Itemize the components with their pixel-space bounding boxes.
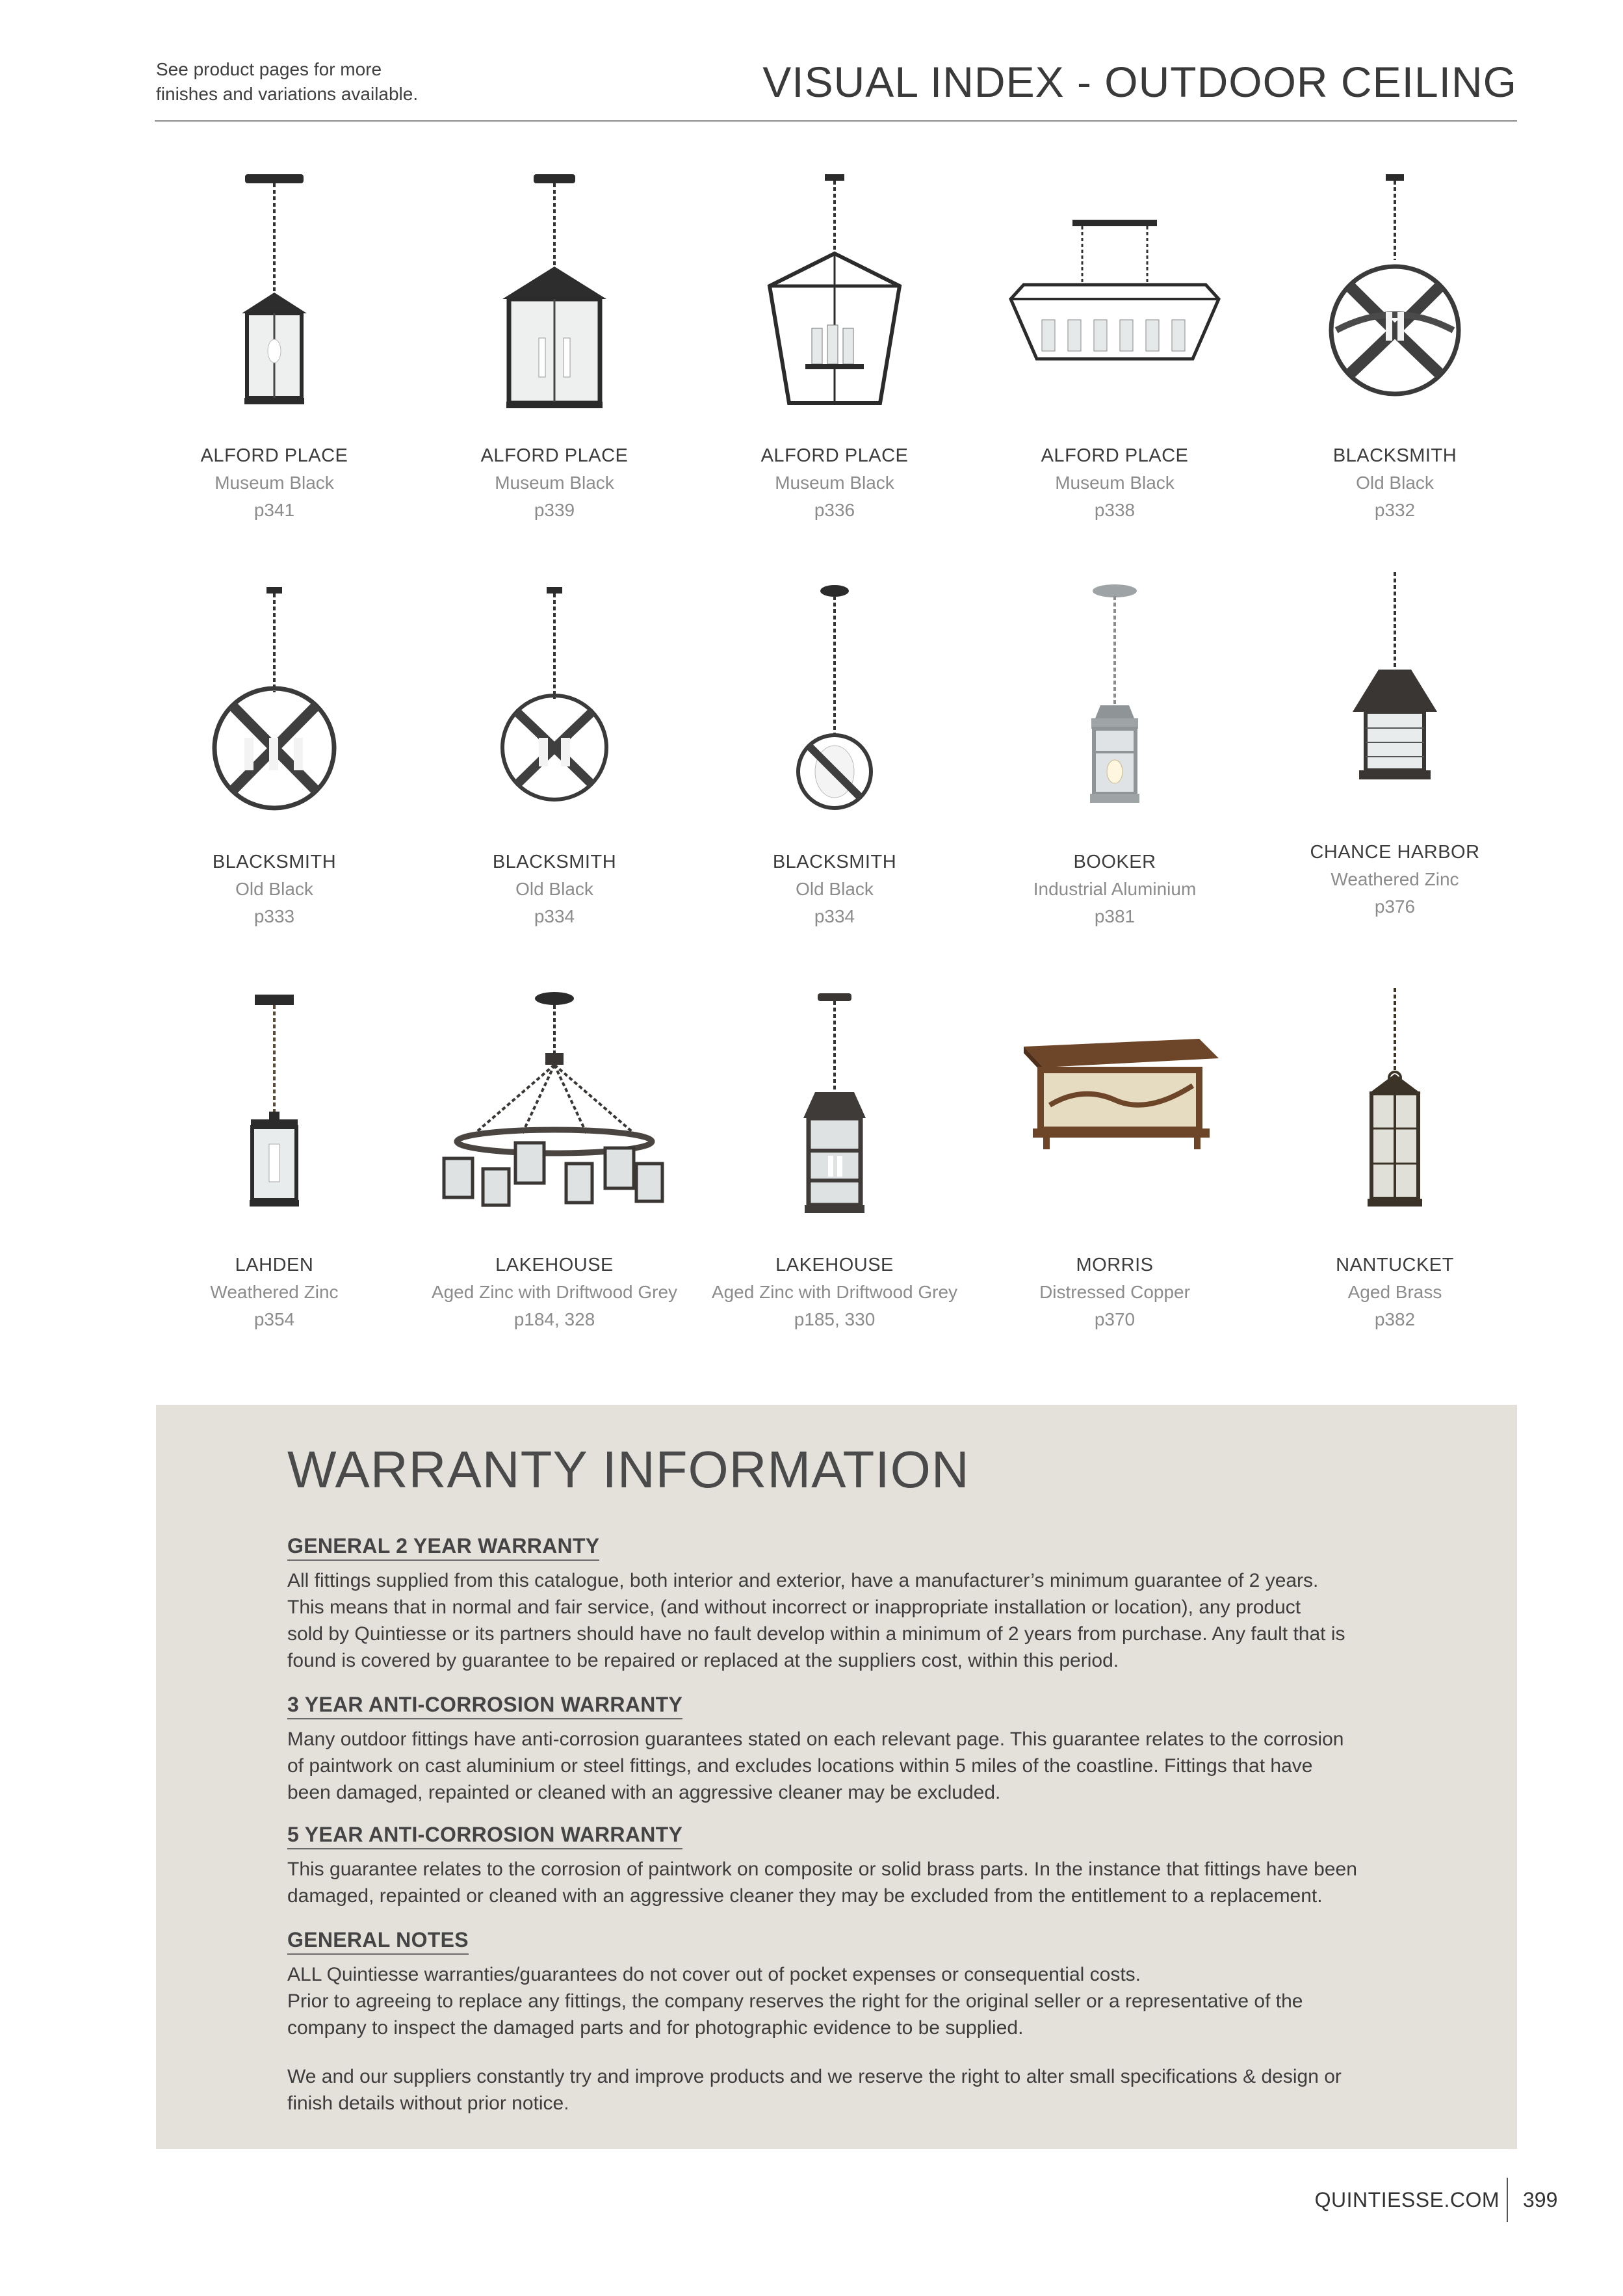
header-divider [155,120,1517,122]
footer-divider [1507,2178,1508,2222]
product-name: ALFORD PLACE [760,445,909,466]
warranty-closing [287,2063,1405,2117]
product-name: BOOKER [1073,852,1156,872]
finish-note [156,57,546,107]
warranty-line: All fittings supplied from this catalogue, both interior and exterior, have a manufacturer’s minimum guarantee of 2 years. [287,1570,1319,1591]
warranty-section [287,1823,1405,1909]
warranty-line: This means that in normal and fair service, (and without incorrect or inappropriate installation or location), any product [287,1597,1301,1618]
product-name: BLACKSMITH [1332,445,1457,466]
product-finish: Aged Brass [1347,1282,1442,1302]
linear-chandelier-icon [972,169,1258,416]
warranty-line: finish details without prior notice. [287,2093,569,2114]
product-name: LAKEHOUSE [495,1255,614,1275]
warranty-line: We and our suppliers constantly try and improve products and we reserve the right to alter small specifications & design or [287,2066,1342,2087]
cylinder-lantern-icon [692,988,978,1222]
product-finish: Distressed Copper [1039,1282,1190,1302]
warranty-section [287,1693,1405,1806]
cage-pendant-icon [692,169,978,416]
warranty-line: ALL Quintiesse warranties/guarantees do not cover out of pocket expenses or consequential costs. [287,1964,1141,1985]
product-page-ref[interactable]: p341 [253,500,295,520]
product-page-ref[interactable]: p184, 328 [513,1309,595,1329]
product-finish: Old Black [515,879,593,899]
product-name: ALFORD PLACE [200,445,348,466]
product-page-ref[interactable]: p333 [253,906,295,926]
product-name: LAKEHOUSE [775,1255,894,1275]
lantern-pendant-icon [131,169,417,416]
product-page-ref[interactable]: p370 [1094,1309,1136,1329]
warranty-line: been damaged, repainted or cleaned with an aggressive cleaner may be excluded. [287,1782,1001,1803]
page-title: VISUAL INDEX - OUTDOOR CEILING [762,58,1517,106]
finish-note-line: See product pages for more [156,59,382,79]
product-finish: Old Black [796,879,874,899]
product-page-ref[interactable]: p354 [253,1309,295,1329]
product-page-ref[interactable]: p376 [1374,896,1416,917]
product-finish: Museum Black [214,473,334,493]
warranty-line: company to inspect the damaged parts and for photographic evidence to be supplied. [287,2017,1024,2039]
product-finish: Aged Zinc with Driftwood Grey [711,1282,958,1302]
product-finish: Museum Black [495,473,614,493]
lantern-pendant-icon [411,169,697,416]
footer-site-link[interactable]: QUINTIESSE.COM [1314,2188,1500,2211]
product-page-ref[interactable]: p334 [814,906,855,926]
product-page-ref[interactable]: p339 [534,500,575,520]
warranty-heading: 5 YEAR ANTI-CORROSION WARRANTY [287,1823,682,1849]
product-finish: Weathered Zinc [210,1282,339,1302]
harbor-lantern-icon [1252,572,1538,806]
product-name: CHANCE HARBOR [1310,842,1480,863]
product-page-ref[interactable]: p381 [1094,906,1136,926]
product-finish: Old Black [235,879,313,899]
product-page-ref[interactable]: p185, 330 [794,1309,876,1329]
product-name: NANTUCKET [1336,1255,1454,1275]
product-name: LAHDEN [235,1255,314,1275]
page-number: 399 [1523,2188,1558,2211]
warranty-section [287,1928,1405,2041]
product-name: BLACKSMITH [492,852,617,872]
orb-pendant-icon [411,582,697,816]
product-name: MORRIS [1076,1255,1154,1275]
product-page-ref[interactable]: p382 [1374,1309,1416,1329]
orb-pendant-icon [1252,169,1538,416]
product-name: BLACKSMITH [212,852,337,872]
product-page-ref[interactable]: p338 [1094,500,1136,520]
flush-mount-icon [972,988,1258,1222]
product-finish: Museum Black [775,473,894,493]
lantern-pendant-icon [1252,988,1538,1222]
warranty-line: Prior to agreeing to replace any fittings, the company reserves the right for the original seller or a representative of the [287,1990,1303,2012]
warranty-line: of paintwork on cast aluminium or steel fittings, and excludes locations within 5 miles of the coastline. Fittings that have [287,1755,1313,1777]
ring-chandelier-icon [411,988,697,1222]
orb-pendant-icon [692,582,978,816]
product-page-ref[interactable]: p336 [814,500,855,520]
orb-pendant-icon [131,582,417,816]
warranty-line: sold by Quintiesse or its partners should have no fault develop within a minimum of 2 years from purchase. Any fault that is [287,1623,1345,1645]
warranty-line: This guarantee relates to the corrosion of paintwork on composite or solid brass parts. In the instance that fittings have been [287,1859,1357,1880]
product-finish: Weathered Zinc [1331,869,1459,889]
warranty-heading: 3 YEAR ANTI-CORROSION WARRANTY [287,1693,682,1719]
product-page-ref[interactable]: p334 [534,906,575,926]
warranty-line: found is covered by guarantee to be repaired or replaced at the suppliers cost, within this period. [287,1650,1119,1671]
finish-note-line: finishes and variations available. [156,84,419,104]
warranty-title: WARRANTY INFORMATION [287,1441,970,1498]
warranty-line: damaged, repainted or cleaned with an aggressive cleaner they may be excluded from the entitlement to a replacement. [287,1885,1323,1907]
warranty-heading: GENERAL NOTES [287,1928,469,1955]
product-finish: Aged Zinc with Driftwood Grey [431,1282,678,1302]
product-finish: Industrial Aluminium [1033,879,1197,899]
product-name: ALFORD PLACE [1041,445,1189,466]
cylinder-lantern-icon [972,582,1258,816]
warranty-line: Many outdoor fittings have anti-corrosion guarantees stated on each relevant page. This guarantee relates to the corrosion [287,1729,1344,1750]
product-finish: Old Black [1356,473,1434,493]
product-finish: Museum Black [1055,473,1175,493]
product-page-ref[interactable]: p332 [1374,500,1416,520]
box-lantern-icon [131,988,417,1222]
warranty-heading: GENERAL 2 YEAR WARRANTY [287,1534,599,1561]
warranty-section [287,1534,1405,1674]
product-name: ALFORD PLACE [480,445,629,466]
product-name: BLACKSMITH [772,852,897,872]
